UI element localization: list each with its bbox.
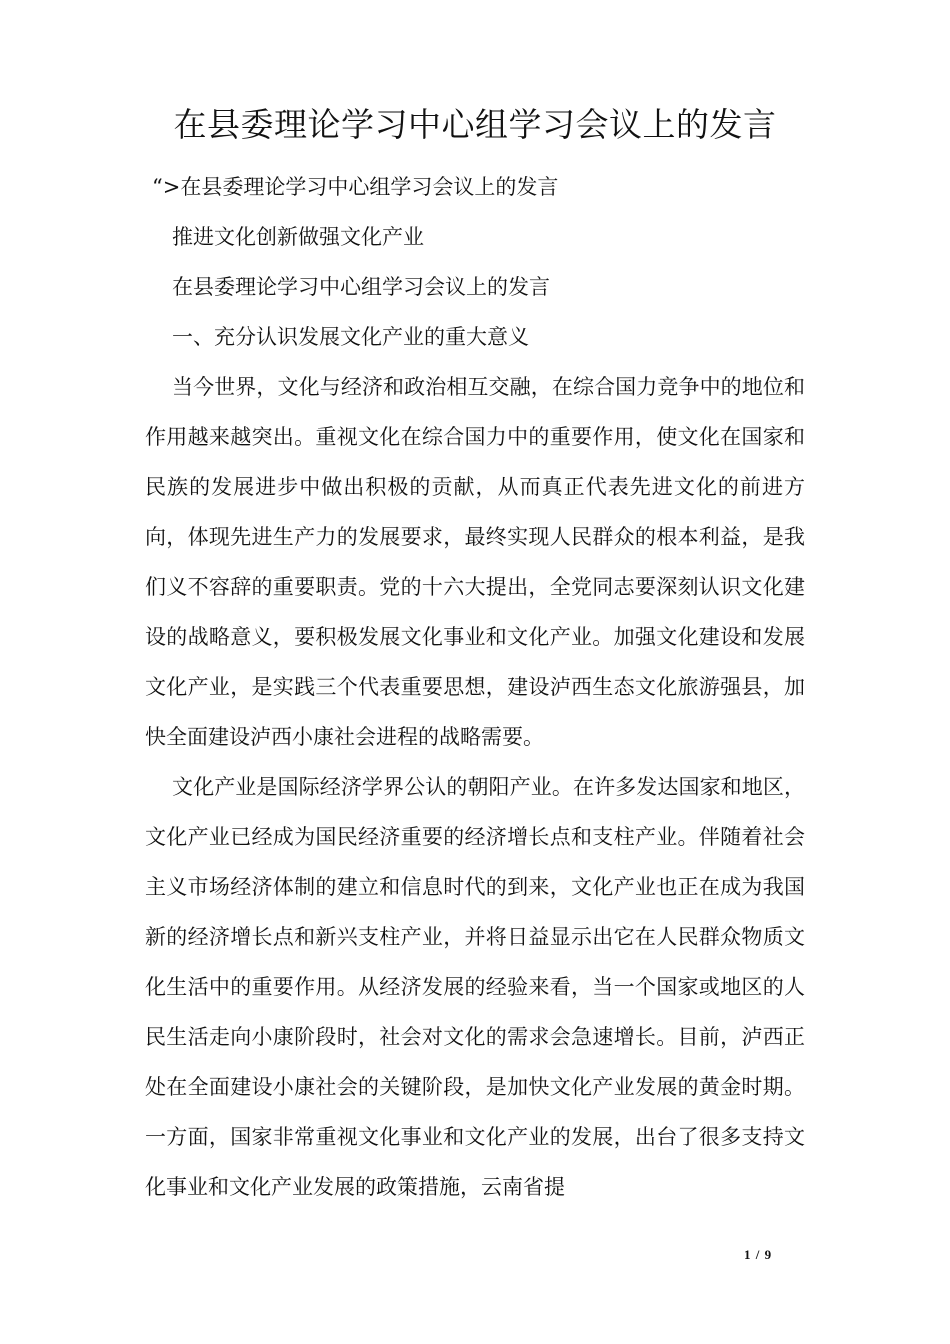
- body-paragraph: 文化产业是国际经济学界公认的朝阳产业。在许多发达国家和地区，文化产业已经成为国民经济重要的经济增长点和支柱产业。伴随着社会主义市场经济体制的建立和信息时代的到来，文化产业也正在成为我国新的经济增长点和新兴支柱产业，并将日益显示出它在人民群众物质文化生活中的重要作用。从经济发展的经验来看，当一个国家或地区的人民生活走向小康阶段时，社会对文化的需求会急速增长。目前，泸西正处在全面建设小康社会的关键阶段，是加快文化产业发展的黄金时期。一方面，国家非常重视文化事业和文化产业的发展，出台了很多支持文化事业和文化产业发展的政策措施，云南省提: [145, 775, 805, 1199]
- subheading-line: 在县委理论学习中心组学习会议上的发言: [172, 275, 550, 299]
- section-heading: 一、充分认识发展文化产业的重大意义: [172, 325, 529, 349]
- page-number: 1 / 9: [744, 1247, 773, 1262]
- subheading-line: 推进文化创新做强文化产业: [172, 225, 424, 249]
- subtitle-line: “>在县委理论学习中心组学习会议上的发言: [152, 175, 559, 199]
- document-title: 在县委理论学习中心组学习会议上的发言: [173, 105, 777, 144]
- body-paragraph: 当今世界，文化与经济和政治相互交融，在综合国力竞争中的地位和作用越来越突出。重视文化在综合国力中的重要作用，使文化在国家和民族的发展进步中做出积极的贡献，从而真正代表先进文化的前进方向，体现先进生产力的发展要求，最终实现人民群众的根本利益，是我们义不容辞的重要职责。党的十六大提出，全党同志要深刻认识文化建设的战略意义，要积极发展文化事业和文化产业。加强文化建设和发展文化产业，是实践三个代表重要思想，建设泸西生态文化旅游强县，加快全面建设泸西小康社会进程的战略需要。: [145, 375, 805, 749]
